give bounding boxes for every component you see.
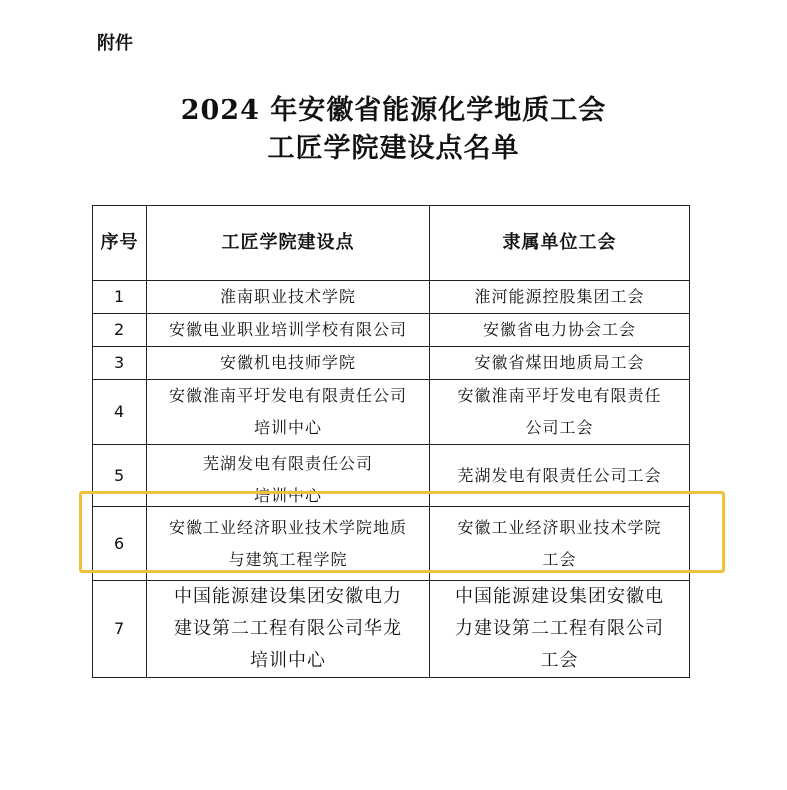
site-cell [147, 445, 430, 507]
table-row [93, 581, 690, 678]
attachment-label: 附件 [97, 33, 133, 54]
union-text: 安徽省电力协会工会 [482, 320, 636, 339]
union-cell [429, 314, 689, 347]
union-cell [429, 507, 689, 581]
site-text: 淮南职业技术学院 [220, 287, 357, 306]
header-union: 隶属单位工会 [429, 206, 689, 281]
row-number: 2 [93, 314, 147, 347]
site-text: 安徽工业经济职业技术学院地质 [169, 517, 408, 537]
row-number: 3 [93, 347, 147, 380]
table-header-row [93, 206, 690, 281]
header-serial: 序号 [93, 206, 147, 281]
site-text: 建设第二工程有限公司华龙 [174, 618, 403, 639]
row-number: 7 [93, 581, 147, 678]
site-cell [147, 507, 430, 581]
table-row [93, 445, 690, 507]
table-row [93, 347, 690, 380]
union-cell [429, 380, 689, 445]
site-text: 中国能源建设集团安徽电力 [174, 586, 403, 607]
union-text: 安徽工业经济职业技术学院 [457, 517, 662, 537]
union-text: 安徽省煤田地质局工会 [474, 353, 645, 372]
site-text: 安徽机电技师学院 [220, 353, 357, 372]
site-cell [147, 281, 430, 314]
union-cell [429, 281, 689, 314]
union-text: 安徽淮南平圩发电有限责任 [457, 386, 662, 405]
site-cell [147, 581, 430, 678]
title-line-1: 2024 年安徽省能源化学地质工会 [180, 95, 607, 126]
site-clip [151, 446, 425, 506]
document-title [0, 92, 787, 168]
table-row [93, 380, 690, 445]
union-text: 工会 [540, 650, 579, 671]
union-text: 中国能源建设集团安徽电 [454, 586, 664, 607]
site-text: 培训中心 [250, 650, 327, 671]
header-site: 工匠学院建设点 [147, 206, 430, 281]
union-cell [429, 445, 689, 507]
site-cell [147, 380, 430, 445]
row-number: 6 [93, 507, 147, 581]
union-text: 工会 [542, 549, 577, 569]
site-text: 培训中心 [254, 418, 323, 437]
row-number: 5 [93, 445, 147, 507]
site-text: 与建筑工程学院 [228, 549, 348, 569]
site-text: 芜湖发电有限责任公司 [203, 453, 374, 473]
union-text: 力建设第二工程有限公司 [454, 618, 664, 639]
union-text: 淮河能源控股集团工会 [474, 287, 645, 306]
union-text: 芜湖发电有限责任公司工会 [457, 465, 662, 485]
title-line-2: 工匠学院建设点名单 [267, 133, 520, 164]
row-number: 1 [93, 281, 147, 314]
site-cell [147, 347, 430, 380]
union-cell [429, 347, 689, 380]
site-cell [147, 314, 430, 347]
site-text: 培训中心 [254, 485, 323, 505]
union-text: 公司工会 [525, 418, 594, 437]
table-row [93, 314, 690, 347]
table-row [93, 507, 690, 581]
site-text: 安徽电业职业培训学校有限公司 [169, 320, 408, 339]
construction-site-table [92, 205, 690, 678]
table-row [93, 281, 690, 314]
site-text: 安徽淮南平圩发电有限责任公司 [169, 386, 408, 405]
union-cell [429, 581, 689, 678]
row-number: 4 [93, 380, 147, 445]
